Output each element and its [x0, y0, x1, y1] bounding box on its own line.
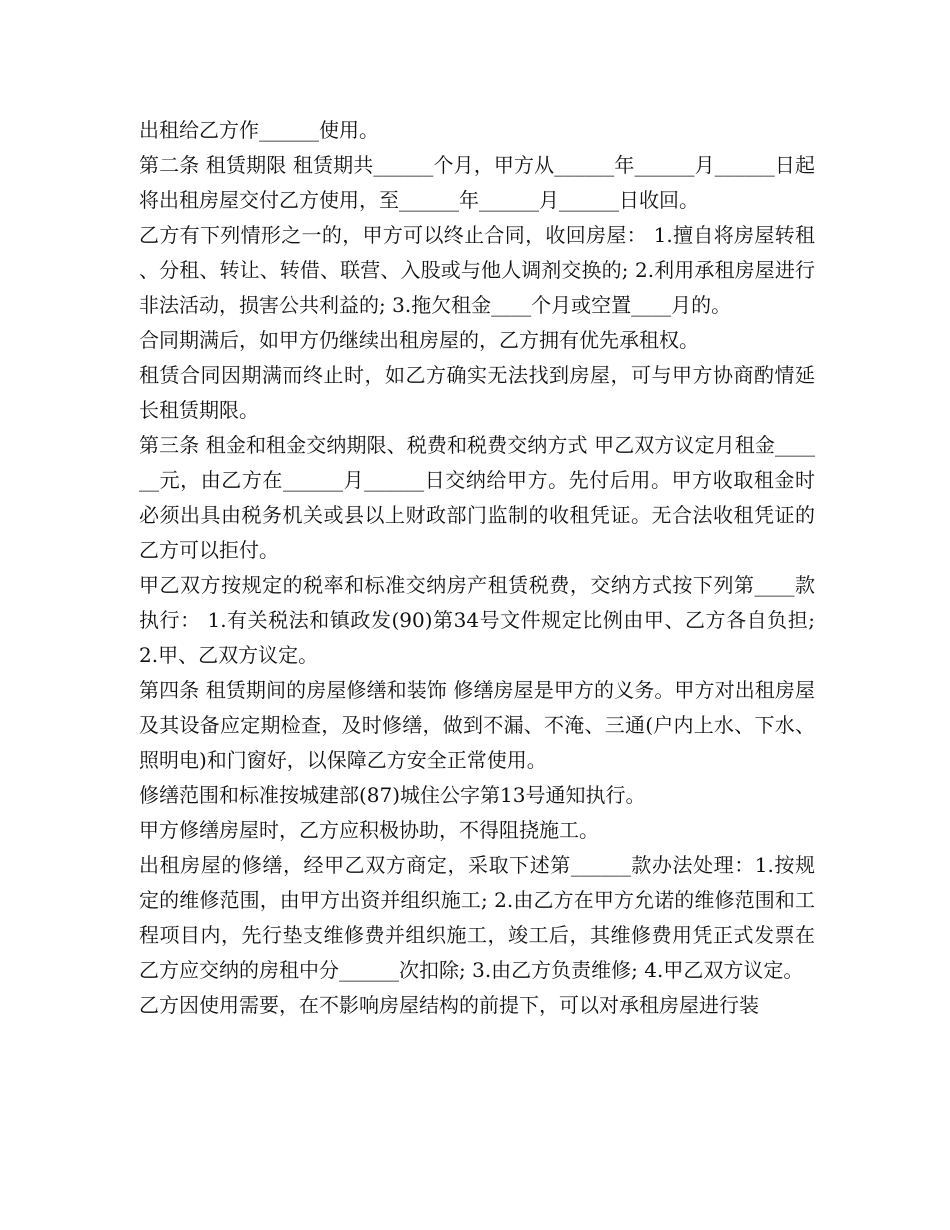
paragraph: 第三条 租金和租金交纳期限、税费和税费交纳方式 甲乙双方议定月租金______元，由乙方在______月______日交纳给甲方。先付后用。甲方收取租金时必须出具由税务机关或县以上财政部门监制的收租凭证。无合法收租凭证的乙方可以拒付。: [139, 433, 815, 562]
paragraph: 修缮范围和标准按城建部(87)城住公字第13号通知执行。: [139, 783, 646, 807]
paragraph: 租赁合同因期满而终止时，如乙方确实无法找到房屋，可与甲方协商酌情延长租赁期限。: [139, 363, 815, 422]
paragraph: 合同期满后，如甲方仍继续出租房屋的，乙方拥有优先承租权。: [139, 328, 699, 352]
paragraph: 甲方修缮房屋时，乙方应积极协助，不得阻挠施工。: [139, 818, 599, 842]
paragraph: 第四条 租赁期间的房屋修缮和装饰 修缮房屋是甲方的义务。甲方对出租房屋及其设备应定期检查，及时修缮，做到不漏、不淹、三通(户内上水、下水、照明电)和门窗好，以保障乙方安全正常使用。: [139, 678, 815, 772]
paragraph: 甲乙双方按规定的税率和标准交纳房产租赁税费，交纳方式按下列第____款执行： 1.有关税法和镇政发(90)第34号文件规定比例由甲、乙方各自负担; 2.甲、乙双方议定。: [139, 573, 815, 667]
paragraph: 乙方有下列情形之一的，甲方可以终止合同，收回房屋： 1.擅自将房屋转租、分租、转让、转借、联营、入股或与他人调剂交换的; 2.利用承租房屋进行非法活动，损害公共利益的; 3.拖欠租金____个月或空置____月的。: [139, 223, 815, 317]
paragraph: 出租房屋的修缮，经甲乙双方商定，采取下述第______款办法处理：1.按规定的维修范围，由甲方出资并组织施工; 2.由乙方在甲方允诺的维修范围和工程项目内，先行垫支维修费并组织施工，竣工后，其维修费用凭正式发票在乙方应交纳的房租中分______次扣除; 3.由乙方负责维修; 4.甲乙双方议定。: [139, 853, 815, 982]
document-body: [139, 113, 815, 1023]
paragraph: 第二条 租赁期限 租赁期共______个月，甲方从______年______月______日起将出租房屋交付乙方使用，至______年______月______日收回。: [139, 153, 815, 212]
paragraph: 出租给乙方作______使用。: [139, 118, 379, 142]
paragraph: 乙方因使用需要，在不影响房屋结构的前提下，可以对承租房屋进行装: [139, 993, 759, 1017]
